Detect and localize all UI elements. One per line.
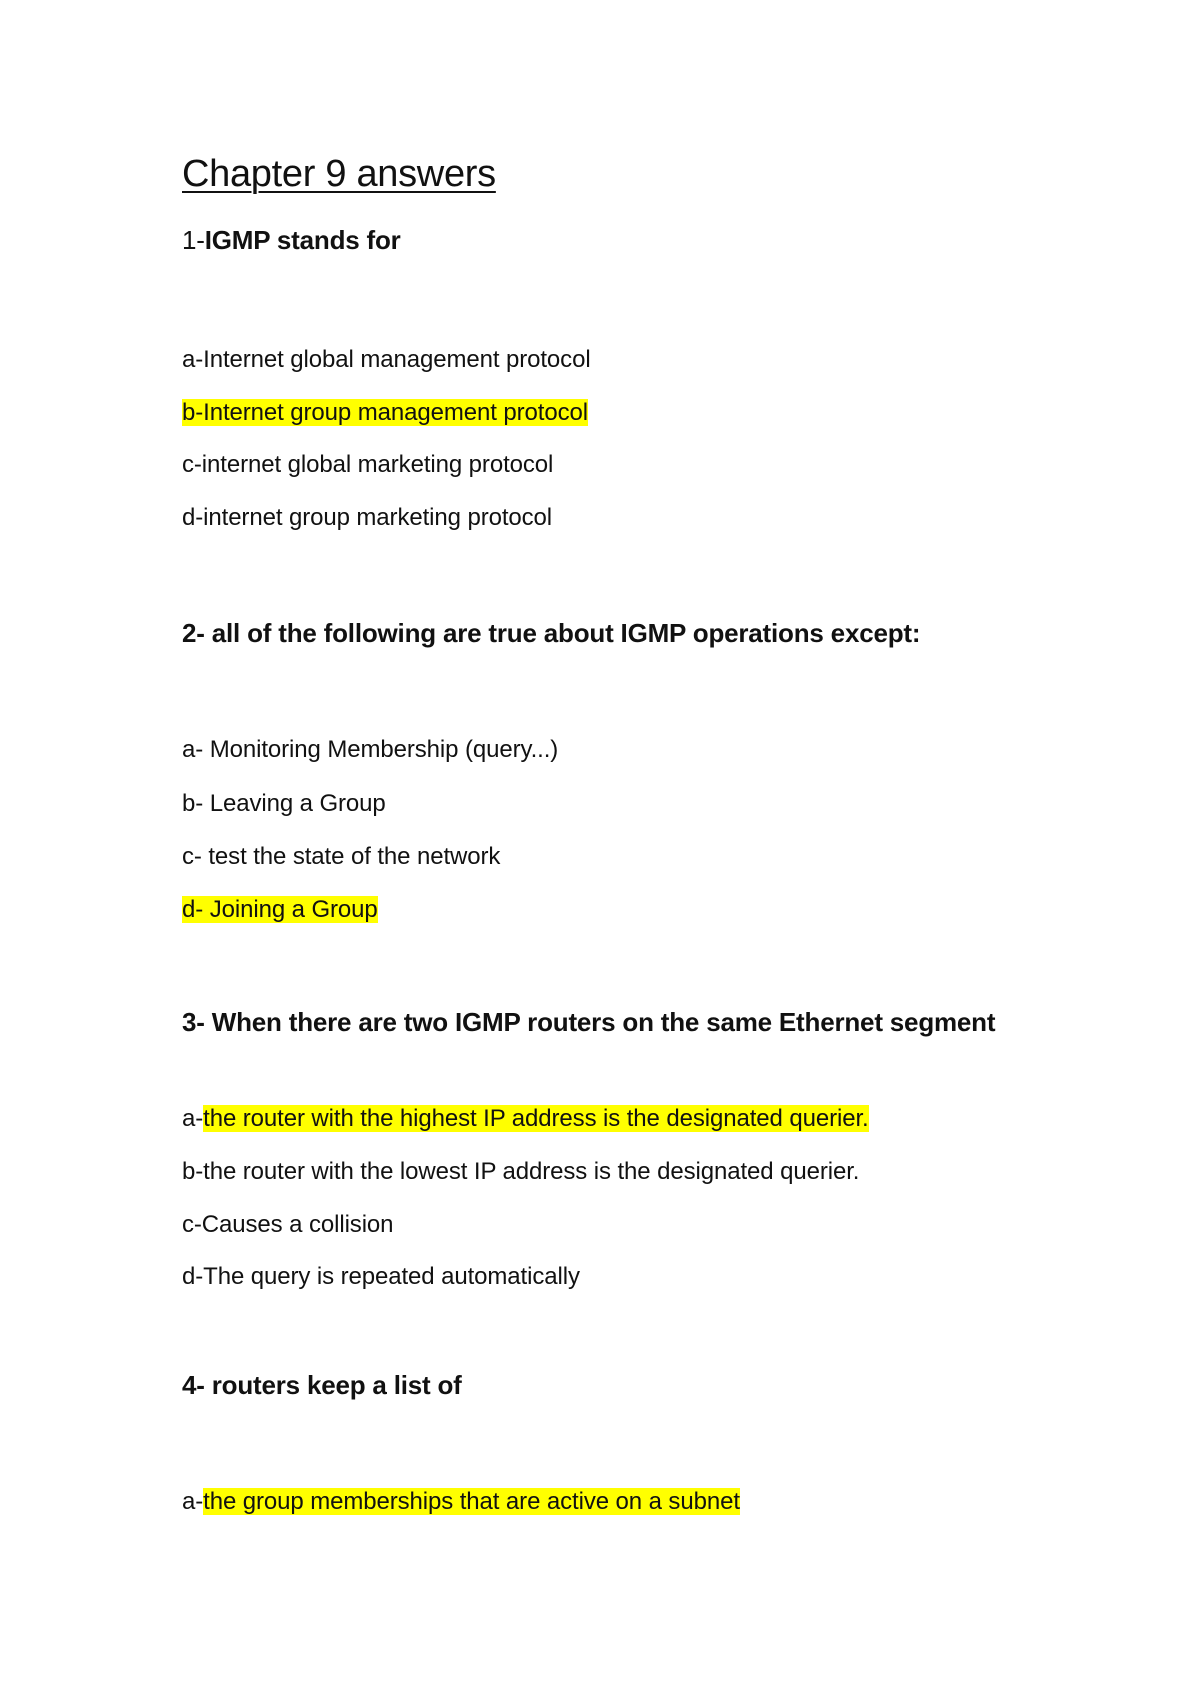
question-1 [182, 219, 1042, 261]
question-3 [182, 1001, 1042, 1043]
option-1c: c-internet global marketing protocol [182, 451, 554, 478]
option-prefix: a- [182, 1488, 204, 1515]
page-title: Chapter 9 answers [182, 153, 496, 195]
question-number: 1- [182, 225, 205, 255]
option-3d: d-The query is repeated automatically [182, 1263, 580, 1290]
question-text: When there are two IGMP routers on the same Ethernet segment [204, 1007, 996, 1037]
question-2 [182, 612, 1042, 654]
answer-highlight: b-Internet group management protocol [182, 399, 588, 426]
question-text: all of the following are true about IGMP operations except: [204, 618, 921, 648]
answer-highlight: the group memberships that are active on a subnet [203, 1488, 740, 1515]
question-number: 2- [182, 618, 205, 648]
option-1b-answer [182, 395, 588, 431]
option-2b: b- Leaving a Group [182, 790, 386, 817]
question-4 [182, 1364, 1042, 1406]
option-prefix: a- [182, 1105, 204, 1132]
option-3b: b-the router with the lowest IP address is the designated querier. [182, 1158, 860, 1185]
option-2a: a- Monitoring Membership (query...) [182, 736, 559, 763]
answer-highlight: the router with the highest IP address is the designated querier. [203, 1105, 869, 1132]
option-2d-answer [182, 892, 378, 928]
option-3c: c-Causes a collision [182, 1211, 394, 1238]
answer-highlight: d- Joining a Group [182, 896, 378, 923]
question-number: 4- [182, 1370, 205, 1400]
question-text: IGMP stands for [204, 225, 401, 255]
option-1a: a-Internet global management protocol [182, 346, 591, 373]
option-2c: c- test the state of the network [182, 843, 501, 870]
option-3a-answer [182, 1101, 869, 1137]
question-text: routers keep a list of [204, 1370, 462, 1400]
option-1d: d-internet group marketing protocol [182, 504, 553, 531]
option-4a-answer [182, 1484, 740, 1520]
question-number: 3- [182, 1007, 205, 1037]
